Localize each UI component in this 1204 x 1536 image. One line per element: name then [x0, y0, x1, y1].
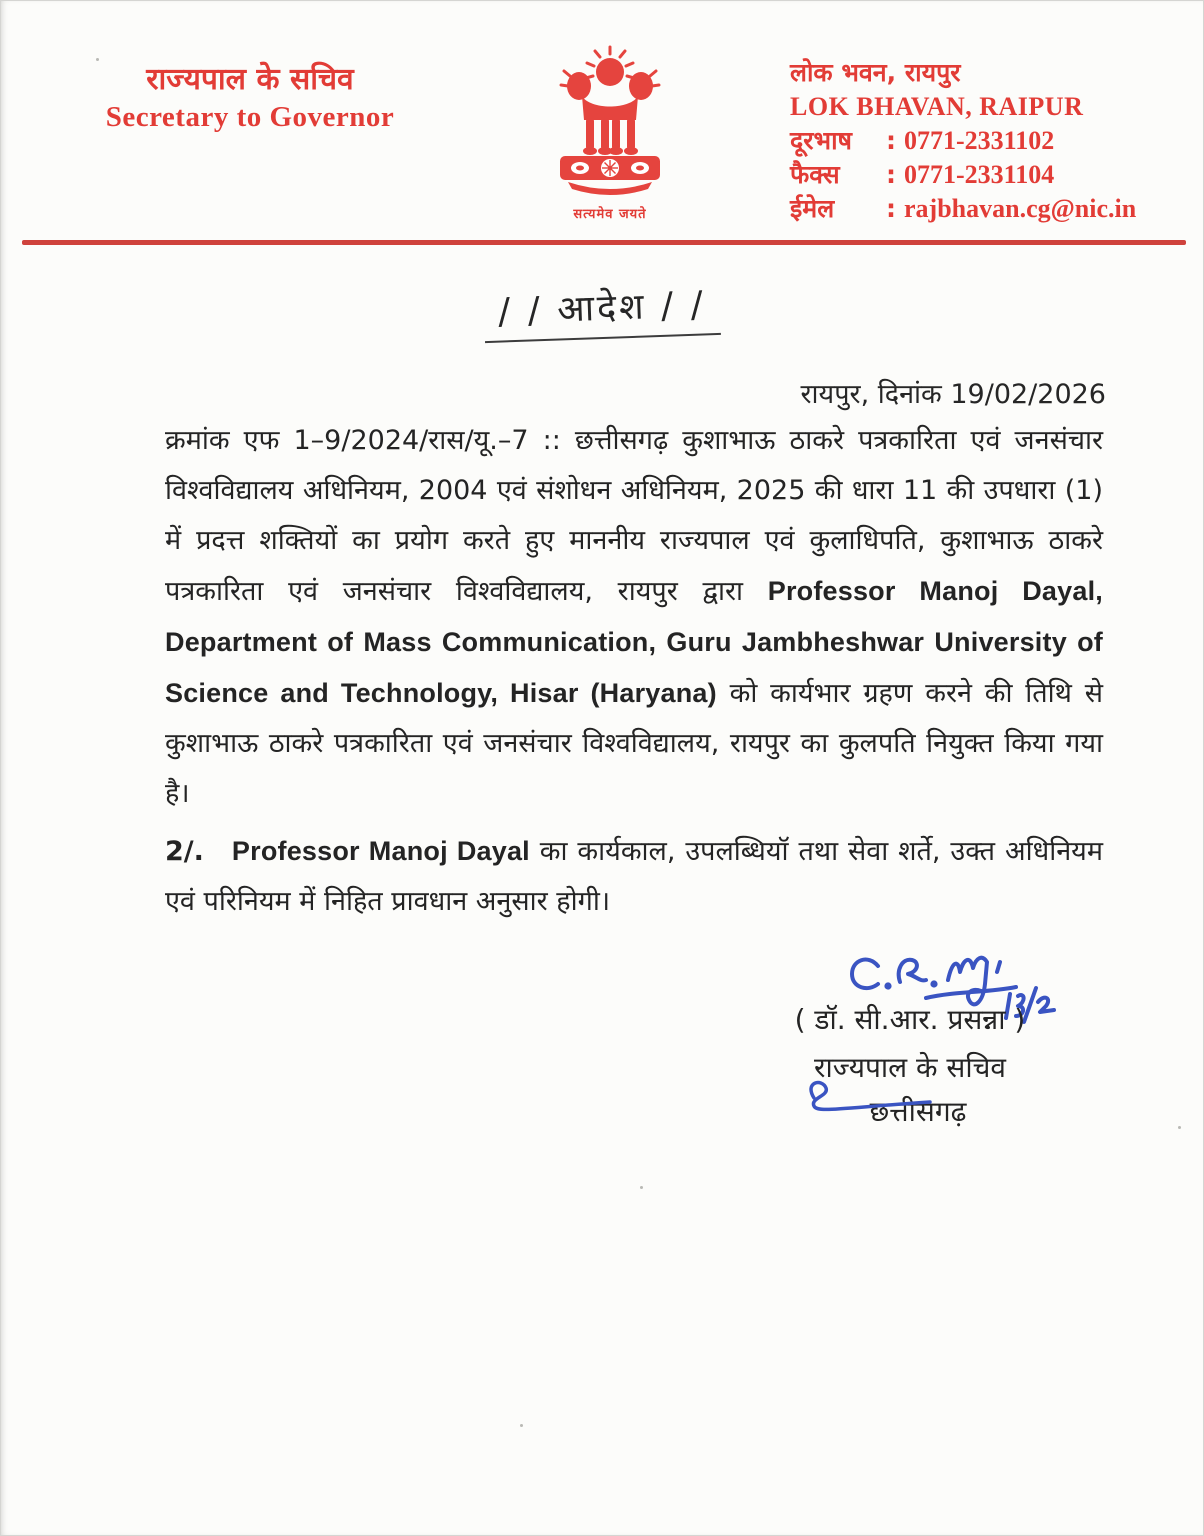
signatory-state: छत्तीसगढ़ — [869, 1095, 967, 1128]
office-title-english: Secretary to Governor — [105, 101, 395, 133]
order-title: / / आदेश / / — [483, 278, 721, 343]
order-paragraph-2 — [165, 826, 1103, 927]
para1-tail-text: को कार्यभार ग्रहण करने की तिथि से कुशाभाऊ ठाकरे पत्रकारिता एवं जनसंचार विश्वविद्यालय, रायपुर का कुलपति नियुक्त किया गया है। — [165, 678, 1103, 809]
fax-number: 0771-2331104 — [904, 160, 1055, 189]
office-title-hindi: राज्यपाल के सचिव — [146, 62, 354, 97]
phone-row — [790, 124, 1136, 158]
national-emblem — [538, 42, 682, 222]
para2-tail-text: का कार्यकाल, उपलब्धियॉ तथा सेवा शर्ते, उक्त अधिनियम एवं परिनियम में निहित प्रावधान अनुसार होगी। — [165, 836, 1103, 917]
phone-number: 0771-2331102 — [904, 126, 1055, 155]
emblem-motto: सत्यमेव जयते — [573, 207, 647, 222]
email-address: rajbhavan.cg@nic.in — [904, 194, 1137, 223]
place-date-line: रायपुर, दिनांक 19/02/2026 — [800, 379, 1106, 410]
para1-appointee-details: Professor Manoj Dayal, Department of Mass Communication, Guru Jambheshwar University of Science and Technology, Hisar (Haryana) — [165, 576, 1103, 708]
address-hindi: लोक भवन, रायपुर — [790, 58, 961, 87]
scan-speck — [96, 58, 99, 61]
separator-colon: : — [886, 160, 896, 189]
para1-lead-text: क्रमांक एफ 1–9/2024/रास/यू.–7 :: छत्तीसगढ़ कुशाभाऊ ठाकरे पत्रकारिता एवं जनसंचार विश्वविद्यालय अधिनियम, 2004 एवं संशोधन अधिनियम, 2025 की धारा 11 की उपधारा (1) में प्रदत्त शक्तियों का प्रयोग करते हुए माननीय राज्यपाल एवं कुलाधिपति, कुशाभाऊ ठाकरे पत्रकारिता एवं जनसंचार विश्वविद्यालय, रायपुर द्वारा — [165, 425, 1103, 607]
signatory-designation: राज्यपाल के सचिव — [814, 1051, 1006, 1084]
letterhead-contact-block — [790, 56, 1136, 226]
header-divider-rule — [22, 240, 1186, 245]
separator-colon: : — [886, 194, 896, 223]
signatory-name: ( डॉ. सी.आर. प्रसन्ना ) — [794, 1003, 1026, 1036]
separator-colon: : — [886, 126, 896, 155]
scan-speck — [1178, 1126, 1181, 1129]
scan-speck — [520, 1424, 523, 1427]
phone-label: दूरभाष — [790, 126, 853, 155]
ashoka-lion-capital-icon — [544, 42, 676, 202]
para2-number: 2/. — [165, 836, 204, 867]
email-label: ईमेल — [790, 194, 835, 223]
para2-appointee-name: Professor Manoj Dayal — [231, 836, 530, 866]
email-row — [790, 192, 1136, 226]
order-paragraph-1 — [165, 416, 1103, 819]
letterhead-office-block — [90, 60, 410, 137]
order-title-wrap — [0, 261, 1204, 360]
ink-flourish-icon — [788, 1078, 938, 1126]
fax-label: फैक्स — [790, 160, 840, 189]
address-english: LOK BHAVAN, RAIPUR — [790, 92, 1084, 121]
fax-row — [790, 158, 1136, 192]
scan-speck — [640, 1186, 643, 1189]
